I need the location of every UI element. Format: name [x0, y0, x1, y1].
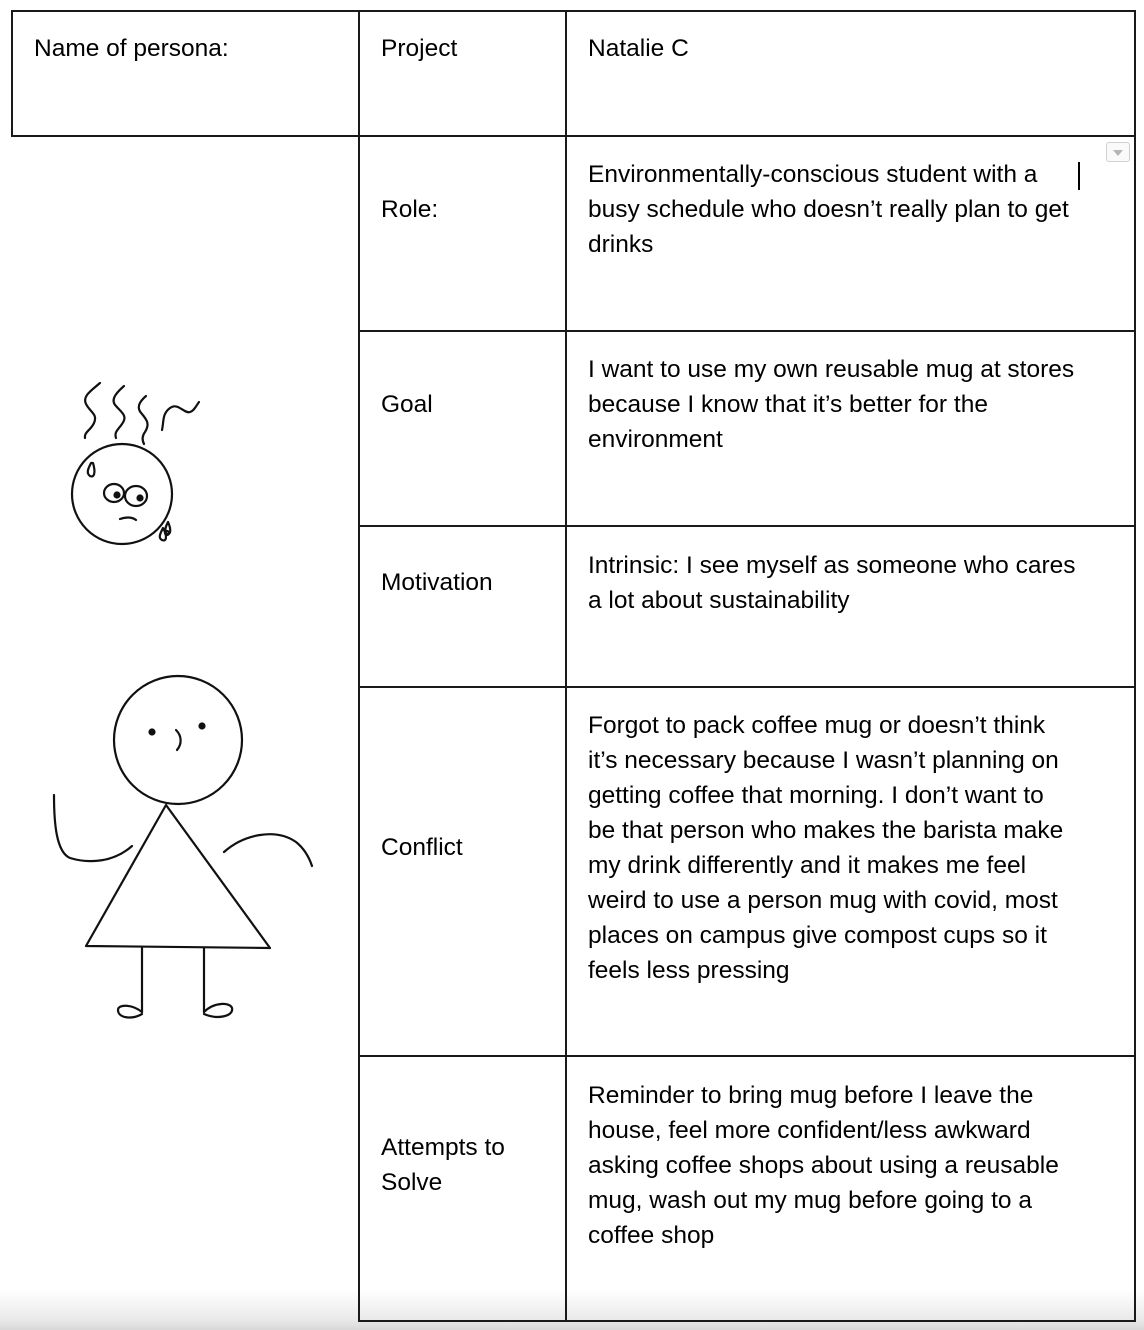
attempts-value: Reminder to bring mug before I leave the house, feel more confident/less awkward asking coffee shops about using a reusable mug, wash out my mug before going to a coffee shop	[588, 1082, 1059, 1249]
conflict-label: Conflict	[381, 834, 463, 861]
figure-foot-left	[118, 1006, 142, 1018]
role-value[interactable]	[588, 157, 1128, 262]
table-border-bottom	[358, 1320, 1136, 1322]
stressed-head	[72, 444, 172, 544]
mouth-small	[120, 518, 136, 520]
figure-eye-right	[200, 724, 205, 729]
eye-left	[104, 484, 124, 502]
goal-value: I want to use my own reusable mug at stores because I know that it’s better for the environment	[588, 356, 1075, 453]
persona-name-label: Name of persona:	[34, 35, 229, 62]
pupil-left	[115, 493, 120, 498]
row-divider-role	[358, 330, 1136, 332]
attempts-label: Attempts to Solve	[381, 1134, 505, 1196]
role-label: Role:	[381, 196, 439, 223]
row-divider-goal	[358, 525, 1136, 527]
column-divider-2	[565, 10, 567, 1322]
stress-squiggle-4	[162, 402, 199, 430]
stress-squiggle-1	[85, 383, 100, 438]
sweat-drop-left	[88, 463, 95, 476]
figure-dress	[86, 805, 270, 948]
persona-name-value: Natalie C	[588, 35, 689, 62]
table-border-left	[11, 10, 13, 136]
eye-right	[125, 486, 147, 506]
motivation-label: Motivation	[381, 569, 493, 596]
row-divider-motivation	[358, 686, 1136, 688]
figure-eye-left	[150, 730, 155, 735]
conflict-value: Forgot to pack coffee mug or doesn’t think it’s necessary because I wasn’t planning on getting coffee that morning. I don’t want to be that person who makes the barista make my drink differently and it makes me feel weird to use a person mug with covid, most places on campus give compost cups so it feels less pressing	[588, 712, 1064, 984]
figure-arm-right	[224, 834, 312, 866]
figure-foot-right	[204, 1004, 232, 1017]
table-border-top	[11, 10, 1136, 12]
stress-squiggle-2	[114, 386, 125, 438]
text-cursor	[1078, 162, 1080, 190]
stick-figure-sketch-icon	[14, 140, 354, 1040]
column-divider-1	[358, 10, 360, 1322]
project-label: Project	[381, 35, 458, 62]
row-divider-conflict	[358, 1055, 1136, 1057]
figure-nose	[176, 730, 181, 750]
pupil-right	[138, 496, 143, 501]
header-row-divider	[11, 135, 1136, 137]
dropdown-arrow-icon[interactable]	[1106, 142, 1130, 162]
goal-label: Goal	[381, 391, 433, 418]
figure-arm-left	[54, 795, 132, 861]
figure-head	[114, 676, 242, 804]
motivation-value: Intrinsic: I see myself as someone who cares a lot about sustainability	[588, 552, 1076, 614]
role-value-text: Environmentally-conscious student with a busy schedule who doesn’t really plan to get drinks	[588, 161, 1069, 258]
stress-squiggle-3	[139, 396, 148, 444]
table-border-right	[1134, 10, 1136, 1322]
